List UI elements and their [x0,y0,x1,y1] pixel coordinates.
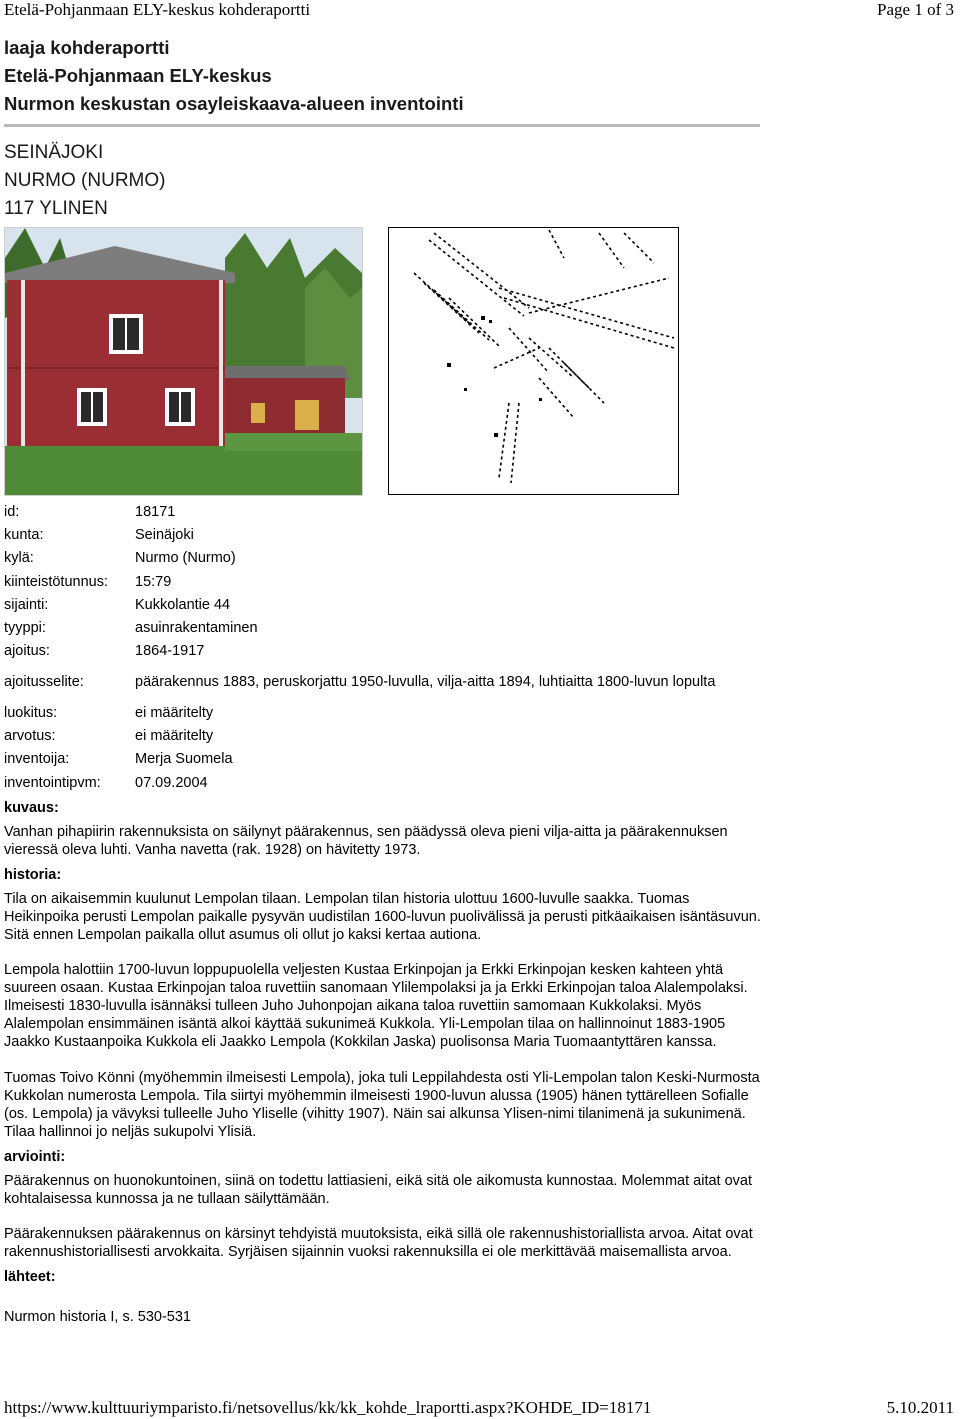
info-value: 07.09.2004 [135,774,208,791]
footer-url: https://www.kulttuuriymparisto.fi/netsovellus/kk/kk_kohde_lraportti.aspx?KOHDE_ID=18171 [4,1398,652,1417]
info-row [2,771,745,794]
footer-date: 5.10.2011 [886,1398,954,1417]
info-value: ei määritelty [135,704,214,721]
info-row [2,593,745,616]
report-type: laaja kohderaportti [4,37,170,58]
info-row [2,500,745,523]
historia-paragraph: Tila on aikaisemmin kuulunut Lempolan tilaan. Lempolan tilan historia ulottuu 1600-luvulle saakka. Tuomas Heikinpoika perusti Lempolan paikalle pysyvän uudistilan 1600-luvun puolivälissä ja perusti pitkäaikaisen isäntäsuvun. Sitä ennen Lempolan paikalla ollut asumus oli ollut jo kaksi kertaa autiona. [4,891,761,943]
info-row [2,523,745,546]
info-value: Merja Suomela [135,751,233,768]
info-row [2,701,745,724]
property-name: 117 YLINEN [4,198,108,219]
location-heading [4,139,165,223]
info-value: ei määritelty [135,728,214,745]
info-table [2,500,745,794]
arviointi-paragraph: Päärakennuksen päärakennus on kärsinyt tehdyistä muutoksista, eikä sillä ole rakennushistoriallista arvoa. Aitat ovat rakennushistoriallisesti arvokkaita. Syrjäisen sijainnin vuoksi rakennuksilla ei ole merkittävää maisemallista arvoa. [4,1226,753,1260]
info-label: kiinteistötunnus: [4,573,108,590]
section-title-kuvaus: kuvaus: [4,800,59,816]
info-row [2,640,745,663]
house-photo [4,227,363,496]
info-value: päärakennus 1883, peruskorjattu 1950-luvulla, vilja-aitta 1894, luhtiaitta 1800-luvun lopulta [135,673,716,690]
arviointi-paragraph: Päärakennus on huonokuntoinen, siinä on todettu lattiasieni, eikä sitä ole aikomusta kunnostaa. Molemmat aitat ovat kohtalaisessa kunnossa ja ne tullaan säilyttämään. [4,1173,753,1207]
section-title-lahteet: lähteet: [4,1269,56,1285]
kuvaus-text: Vanhan pihapiirin rakennuksista on säilynyt päärakennus, sen päädyssä oleva pieni vilja-aitta ja päärakennuksen vieressä oleva luhti. Vanha navetta (rak. 1928) on hävitetty 1973. [4,824,728,858]
info-label: kunta: [4,526,44,543]
historia-paragraph: Lempola halottiin 1700-luvun loppupuolella veljesten Kustaa Erkinpojan ja Erkki Erkinpojan kesken kahteen yhtä suureen osaan. Kustaa Erkinpojan taloa ruvettiin sanomaan Ylilempolaksi ja ja Erkki Erkinpojan taloa Alalempolaksi. Ilmeisesti 1830-luvulla isännäksi tulleen Juho Juhonpojan aikana taloa ruvettiin samomaan Kukkolaksi. Myös Alalempolan ensimmäinen isäntä alkoi käyttää sukunimeä Kukkola. Yli-Lempolan tilaa on hallinnoinut 1883-1905 Jaakko Kustaanpoika Kukkola eli Jaakko Lempola (Kokkilan Jaska) puolisonsa Maria Tuomaantyttären kanssa. [4,962,748,1050]
info-value: Nurmo (Nurmo) [135,550,236,567]
info-row [2,663,745,701]
info-label: sijainti: [4,596,49,613]
info-label: ajoitus: [4,643,50,660]
info-label: inventointipvm: [4,774,101,791]
info-row [2,748,745,771]
info-row [2,724,745,747]
village: NURMO (NURMO) [4,170,166,191]
divider [4,124,760,127]
report-body [4,799,764,1326]
site-map [388,227,679,495]
info-value: 15:79 [135,573,172,590]
info-label: luokitus: [4,704,58,721]
info-label: arvotus: [4,728,56,745]
historia-paragraph: Tuomas Toivo Könni (myöhemmin ilmeisesti Lempola), joka tuli Leppilahdesta osti Yli-Lempolan talon Keski-Nurmosta Kukkolan numerosta Lempola. Tila siirtyi myöhemmin ilmeisesti 1900-luvun alussa (1905) hänen tyttärelleen Sofialle (os. Lempola) ja vävyksi tulleelle Juho Yliselle (vihitty 1907). Näin sai alkunsa Ylisen-nimi tilanimenä ja sukunimenä. Tilaa hallinnoi jo neljäs sukupolvi Ylisiä. [4,1070,760,1140]
info-row [2,616,745,639]
info-value: 1864-1917 [135,643,205,660]
report-titles [4,34,464,118]
info-row [2,547,745,570]
survey-name: Nurmon keskustan osayleiskaava-alueen inventointi [4,93,464,114]
section-title-historia: historia: [4,867,62,883]
info-value: 18171 [135,503,176,520]
city: SEINÄJOKI [4,142,104,163]
info-label: tyyppi: [4,620,46,637]
info-label: ajoitusselite: [4,674,84,691]
info-label: inventoija: [4,751,70,768]
info-label: kylä: [4,550,34,567]
info-value: asuinrakentaminen [135,620,258,637]
page-number: Page 1 of 3 [877,0,954,19]
organization: Etelä-Pohjanmaan ELY-keskus [4,65,272,86]
info-row [2,570,745,593]
section-title-arviointi: arviointi: [4,1149,66,1165]
header-title: Etelä-Pohjanmaan ELY-keskus kohderaportti [4,0,311,19]
lahteet-text: Nurmon historia I, s. 530-531 [4,1309,191,1325]
info-label: id: [4,503,20,520]
info-value: Seinäjoki [135,526,194,543]
info-value: Kukkolantie 44 [135,596,231,613]
